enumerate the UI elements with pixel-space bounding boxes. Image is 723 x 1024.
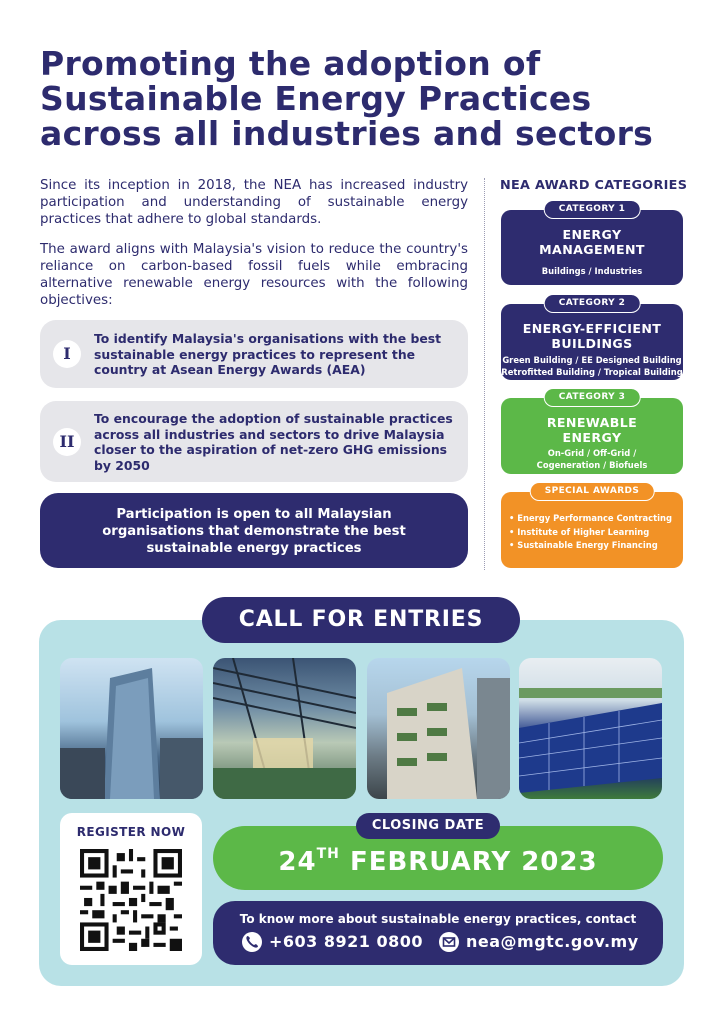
category-2-card [501, 298, 683, 380]
qr-code[interactable] [80, 849, 182, 951]
category-3-sub-1: On-Grid / Off-Grid / [547, 448, 637, 458]
category-2-label: CATEGORY 2 [544, 294, 641, 313]
qr-card[interactable] [60, 813, 202, 965]
participation-banner: Participation is open to all Malaysian organisations that demonstrate the best sustainable energy practices [40, 493, 468, 568]
register-now-label: REGISTER NOW [76, 825, 186, 839]
special-award-item: • Institute of Higher Learning [509, 526, 650, 537]
category-2-sub-2: Retrofitted Building / Tropical Building [501, 366, 683, 377]
closing-date-value: 24TH FEBRUARY 2023 [278, 846, 598, 877]
special-award-item: • Sustainable Energy Financing [509, 540, 658, 550]
photo-green-pergola [213, 658, 356, 799]
category-1-label: CATEGORY 1 [544, 200, 641, 219]
call-for-entries-banner: CALL FOR ENTRIES [202, 597, 520, 643]
photo-office-tower [60, 658, 203, 799]
photo-green-building [367, 658, 510, 799]
objective-card-1 [40, 320, 468, 388]
mail-icon [439, 932, 459, 952]
special-awards-list [501, 492, 683, 553]
objective-text-1: To identify Malaysia's organisations with the best sustainable energy practices to represent the country at Asean Energy Awards (AEA) [94, 331, 442, 377]
intro-paragraph-1: Since its inception in 2018, the NEA has increased industry participation and understanding of sustainable energy practices that adhere to global standards. [40, 178, 468, 227]
page-title: Promoting the adoption of Sustainable Energy Practices across all industries and sectors [40, 44, 654, 153]
special-award-item: • Energy Performance Contracting [509, 513, 672, 523]
phone-icon [242, 932, 262, 952]
category-1-card [501, 204, 683, 285]
category-1-sub: Buildings / Industries [541, 266, 643, 276]
category-3-sub-2: Cogeneration / Biofuels [536, 459, 648, 470]
objective-numeral-1: I [53, 340, 81, 368]
phone-number[interactable]: +603 8921 0800 [269, 932, 424, 951]
category-3-card [501, 392, 683, 474]
category-2-sub-1: Green Building / EE Designed Building [502, 355, 682, 365]
special-awards-label: SPECIAL AWARDS [530, 482, 655, 501]
column-divider [484, 178, 485, 570]
categories-heading: NEA AWARD CATEGORIES [500, 178, 688, 193]
objective-numeral-2: II [53, 428, 81, 456]
contact-bar [213, 901, 663, 965]
category-3-title: RENEWABLE ENERGY [546, 415, 638, 445]
intro-paragraph-2: The award aligns with Malaysia's vision to reduce the country's reliance on carbon-based fossil fuels while embracing alternative renewable energy resources with the following objectives: [40, 242, 468, 308]
email-address[interactable]: nea@mgtc.gov.my [466, 932, 639, 951]
objective-text-2: To encourage the adoption of sustainable practices across all industries and sectors to drive Malaysia closer to the aspiration of net-zero GHG emissions by 2050 [94, 411, 453, 473]
category-3-label: CATEGORY 3 [544, 388, 641, 407]
photo-solar-panels [519, 658, 662, 799]
objective-card-2 [40, 401, 468, 482]
special-awards-card [501, 486, 683, 568]
category-1-title: ENERGY MANAGEMENT [539, 227, 645, 257]
category-2-title: ENERGY-EFFICIENT BUILDINGS [522, 321, 662, 351]
contact-line: To know more about sustainable energy practices, contact [239, 912, 637, 926]
closing-date-label: CLOSING DATE [356, 813, 500, 839]
